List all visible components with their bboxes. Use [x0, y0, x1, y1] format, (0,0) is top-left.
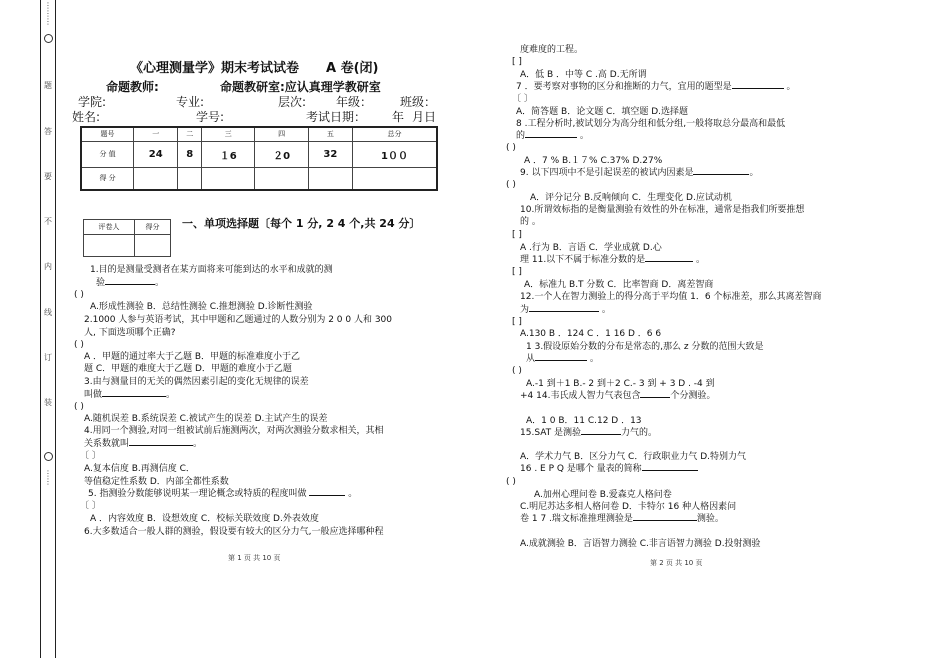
grade-field[interactable]: 年级： — [336, 95, 373, 109]
options-line: A．学术力气 B．区分力气 C．行政职业力气 D.特别力气 — [520, 452, 746, 462]
options-line: A .行为 B．言语 C．学业成就 D.心 — [520, 243, 662, 253]
question-line: 12.一个人在智力测验上的得分高于平均值 1．6 个标准差，那么其离差智商 — [520, 292, 822, 302]
score-value: ２0 — [255, 141, 308, 167]
question-line: 1 3.假设原始分数的分布是常态的,那么 z 分数的范围大致是 — [526, 342, 764, 352]
class-field[interactable]: 班级： — [400, 95, 437, 109]
score-cell[interactable] — [308, 167, 352, 190]
question-line: 9. 以下四项中不是引起误差的被试内因素是 。 — [520, 168, 759, 178]
binding-char: 装 — [44, 398, 52, 407]
score-value: 32 — [308, 141, 352, 167]
question-line: 卷 1 7 .瑞文标准推理测验是 测验。 — [520, 514, 724, 524]
score-table — [80, 126, 438, 191]
grader-label: 评卷人 — [84, 220, 135, 235]
binding-char: 题 — [44, 81, 52, 90]
score-header: 五 — [308, 127, 352, 141]
question-line: 16 . E P Q 是哪个 量表的简称 — [520, 463, 698, 475]
question-line: 人, 下面选项哪个正确? — [84, 328, 176, 338]
section-title: 一、单项选择题〔每个 1 分, 2 4 个,共 24 分〕 — [182, 217, 421, 230]
grader-score-label: 得分 — [134, 220, 170, 235]
options-line: A ．内容效度 B．设想效度 C．校标关联效度 D.外表效度 — [90, 514, 319, 524]
answer-bracket[interactable]: [ ] — [512, 317, 522, 327]
question-line: 15.SAT 是测验 力气的。 — [520, 428, 658, 438]
paper-type: A 卷(闭) — [326, 61, 379, 76]
score-header: 总分 — [353, 127, 438, 141]
name-field[interactable]: 姓名: — [72, 110, 101, 124]
question-line: 验 。 — [96, 278, 165, 288]
score-value: 1００ — [353, 141, 438, 167]
answer-bracket[interactable]: [ ] — [512, 267, 522, 277]
binding-char: 线 — [44, 308, 52, 317]
binding-circle-bottom — [41, 452, 55, 461]
exam-title: 《心理测量学》期末考试试卷 — [130, 61, 300, 76]
answer-bracket[interactable]: [ ] — [512, 57, 522, 67]
question-line: 4.用同一个测验,对同一组被试前后施测两次，对两次测验分数求相关，其相 — [84, 426, 384, 436]
binding-char: 不 — [44, 217, 52, 226]
options-line: A.成就测验 B．言语智力测验 C.非言语智力测验 D.投射测验 — [520, 539, 761, 549]
question-line: 3.由与测量目的无关的偶然因素引起的变化无规律的误差 — [84, 377, 309, 387]
binding-dots: ⋮ ⋮ — [44, 469, 52, 486]
question-line: 度难度的工程。 — [520, 45, 584, 55]
exam-date-field[interactable]: 考试日期： — [306, 110, 367, 124]
page-footer-2: 第 2 页 共 10 页 — [650, 559, 703, 567]
question-line: 叫做 。 — [84, 390, 176, 400]
question-line: 为 。 — [520, 305, 611, 315]
binding-circle-top — [41, 34, 55, 43]
question-line: 从 。 — [526, 354, 599, 364]
options-line: A．评分记分 B.反响倾向 C．生理变化 D.应试动机 — [530, 193, 732, 203]
score-cell[interactable] — [255, 167, 308, 190]
options-line: +4 14.韦氏成人智力气表包含 个分测验。 — [520, 391, 716, 401]
score-value: 24 — [134, 141, 178, 167]
answer-bracket[interactable]: 〔 〕 — [80, 501, 101, 511]
question-line: 10.所谓效标指的是衡量测验有效性的外在标准，通常是指我们所要推想 — [520, 205, 805, 215]
answer-bracket[interactable]: 〔 〕 — [512, 94, 533, 104]
binding-dots: ⋮ ⋮ ⋮ — [44, 1, 52, 26]
question-line: 6.大多数适合一般人群的测验，假设要有较大的区分力气,一般应选择哪种程 — [84, 527, 384, 537]
score-label: 得 分 — [81, 167, 134, 190]
question-line: 1.目的是测量受测者在某方面将来可能到达的水平和成就的测 — [90, 265, 333, 275]
answer-bracket[interactable]: [ ] — [512, 230, 522, 240]
binding-char: 要 — [44, 172, 52, 181]
values-label: 分 值 — [81, 141, 134, 167]
answer-bracket[interactable]: ( ) — [506, 180, 516, 190]
options-line: A.随机误差 B.系统误差 C.被试产生的误差 D.主试产生的误差 — [84, 414, 328, 424]
score-value: 8 — [178, 141, 202, 167]
score-cell[interactable] — [134, 167, 178, 190]
level-field[interactable]: 层次: — [278, 95, 307, 109]
answer-bracket[interactable]: ( ) — [74, 402, 84, 412]
answer-bracket[interactable]: ( ) — [512, 366, 522, 376]
setter-label: 命题教师: — [106, 80, 159, 94]
grader-score-cell[interactable] — [134, 235, 170, 257]
grader-table — [83, 219, 171, 257]
question-line: 5. 指测验分数能够说明某一理论概念或特质的程度叫做 。 — [88, 489, 358, 499]
question-line: 7 ．要考察对事物的区分和推断的力气，宜用的题型是 。 — [516, 82, 796, 92]
question-line: 关系数就叫 。 — [84, 439, 203, 449]
exam-month-day: 月日 — [412, 110, 437, 124]
major-field[interactable]: 专业: — [176, 95, 205, 109]
options-line: A.-1 到＋1 B.- 2 到＋2 C.- 3 到 + 3 D . -4 到 — [526, 379, 715, 389]
exam-year: 年 — [392, 110, 405, 124]
page-footer-1: 第 1 页 共 10 页 — [228, 554, 281, 562]
answer-bracket[interactable]: ( ) — [74, 340, 84, 350]
options-line: 等值稳定性系数 D．内部全都性系数 — [84, 477, 229, 487]
options-line: A.130 B ．124 C ．1 16 D ．6 6 — [520, 329, 662, 339]
grader-cell[interactable] — [84, 235, 135, 257]
options-line: A．低 B ．中等 C .高 D.无所谓 — [520, 70, 647, 80]
score-cell[interactable] — [353, 167, 438, 190]
options-line: A．标准九 B.T 分数 C．比率智商 D．离差智商 — [524, 280, 714, 290]
question-line: 理 11.以下不属于标准分数的是 。 — [520, 255, 706, 265]
options-line: A．1 0 B．11 C.12 D ．13 — [526, 416, 642, 426]
answer-bracket[interactable]: ( ) — [74, 290, 84, 300]
score-header: 一 — [134, 127, 178, 141]
answer-bracket[interactable]: 〔 〕 — [80, 451, 101, 461]
question-line: 的 。 — [516, 131, 589, 141]
answer-bracket[interactable]: ( ) — [506, 143, 516, 153]
options-line: A.加州心理问卷 B.爱森克人格问卷 — [534, 490, 672, 500]
score-value: １6 — [202, 141, 255, 167]
question-line: 8 .工程分析时,被试划分为高分组和低分组,一般将取总分最高和最低 — [516, 119, 786, 129]
college-field[interactable]: 学院: — [78, 95, 107, 109]
binding-char: 订 — [44, 353, 52, 362]
score-header: 四 — [255, 127, 308, 141]
binding-char: 答 — [44, 127, 52, 136]
binding-strip — [40, 0, 56, 658]
question-line: 的 。 — [520, 217, 541, 227]
options-line: A ．甲题的通过率大于乙题 B．甲题的标准难度小于乙 — [84, 352, 301, 362]
office-label: 命题教研室:应认真理学教研室 — [220, 80, 381, 94]
score-header: 二 — [178, 127, 202, 141]
answer-bracket[interactable]: ( ) — [506, 477, 516, 487]
options-line: A ．7 % B.１７% C.37% D.27% — [524, 156, 663, 166]
binding-char: 内 — [44, 262, 52, 271]
options-line: C.明尼苏达多相人格问卷 D．卡特尔 16 种人格因素问 — [520, 502, 737, 512]
options-line: A．简答题 B．论文题 C．填空题 D.选择题 — [516, 107, 688, 117]
score-header: 三 — [202, 127, 255, 141]
options-line: A.形成性测验 B．总结性测验 C.推想测验 D.诊断性测验 — [90, 302, 313, 312]
options-line: A.复本信度 B.再测信度 C． — [84, 464, 195, 474]
score-cell[interactable] — [178, 167, 202, 190]
options-line: 题 C．甲题的难度大于乙题 D．甲题的难度小于乙题 — [84, 364, 292, 374]
question-line: 2.1000 人参与英语考试，其中甲题和乙题通过的人数分别为 2 0 0 人和 300 — [84, 315, 393, 325]
student-id-field[interactable]: 学号: — [196, 110, 225, 124]
score-header: 题号 — [81, 127, 134, 141]
score-cell[interactable] — [202, 167, 255, 190]
